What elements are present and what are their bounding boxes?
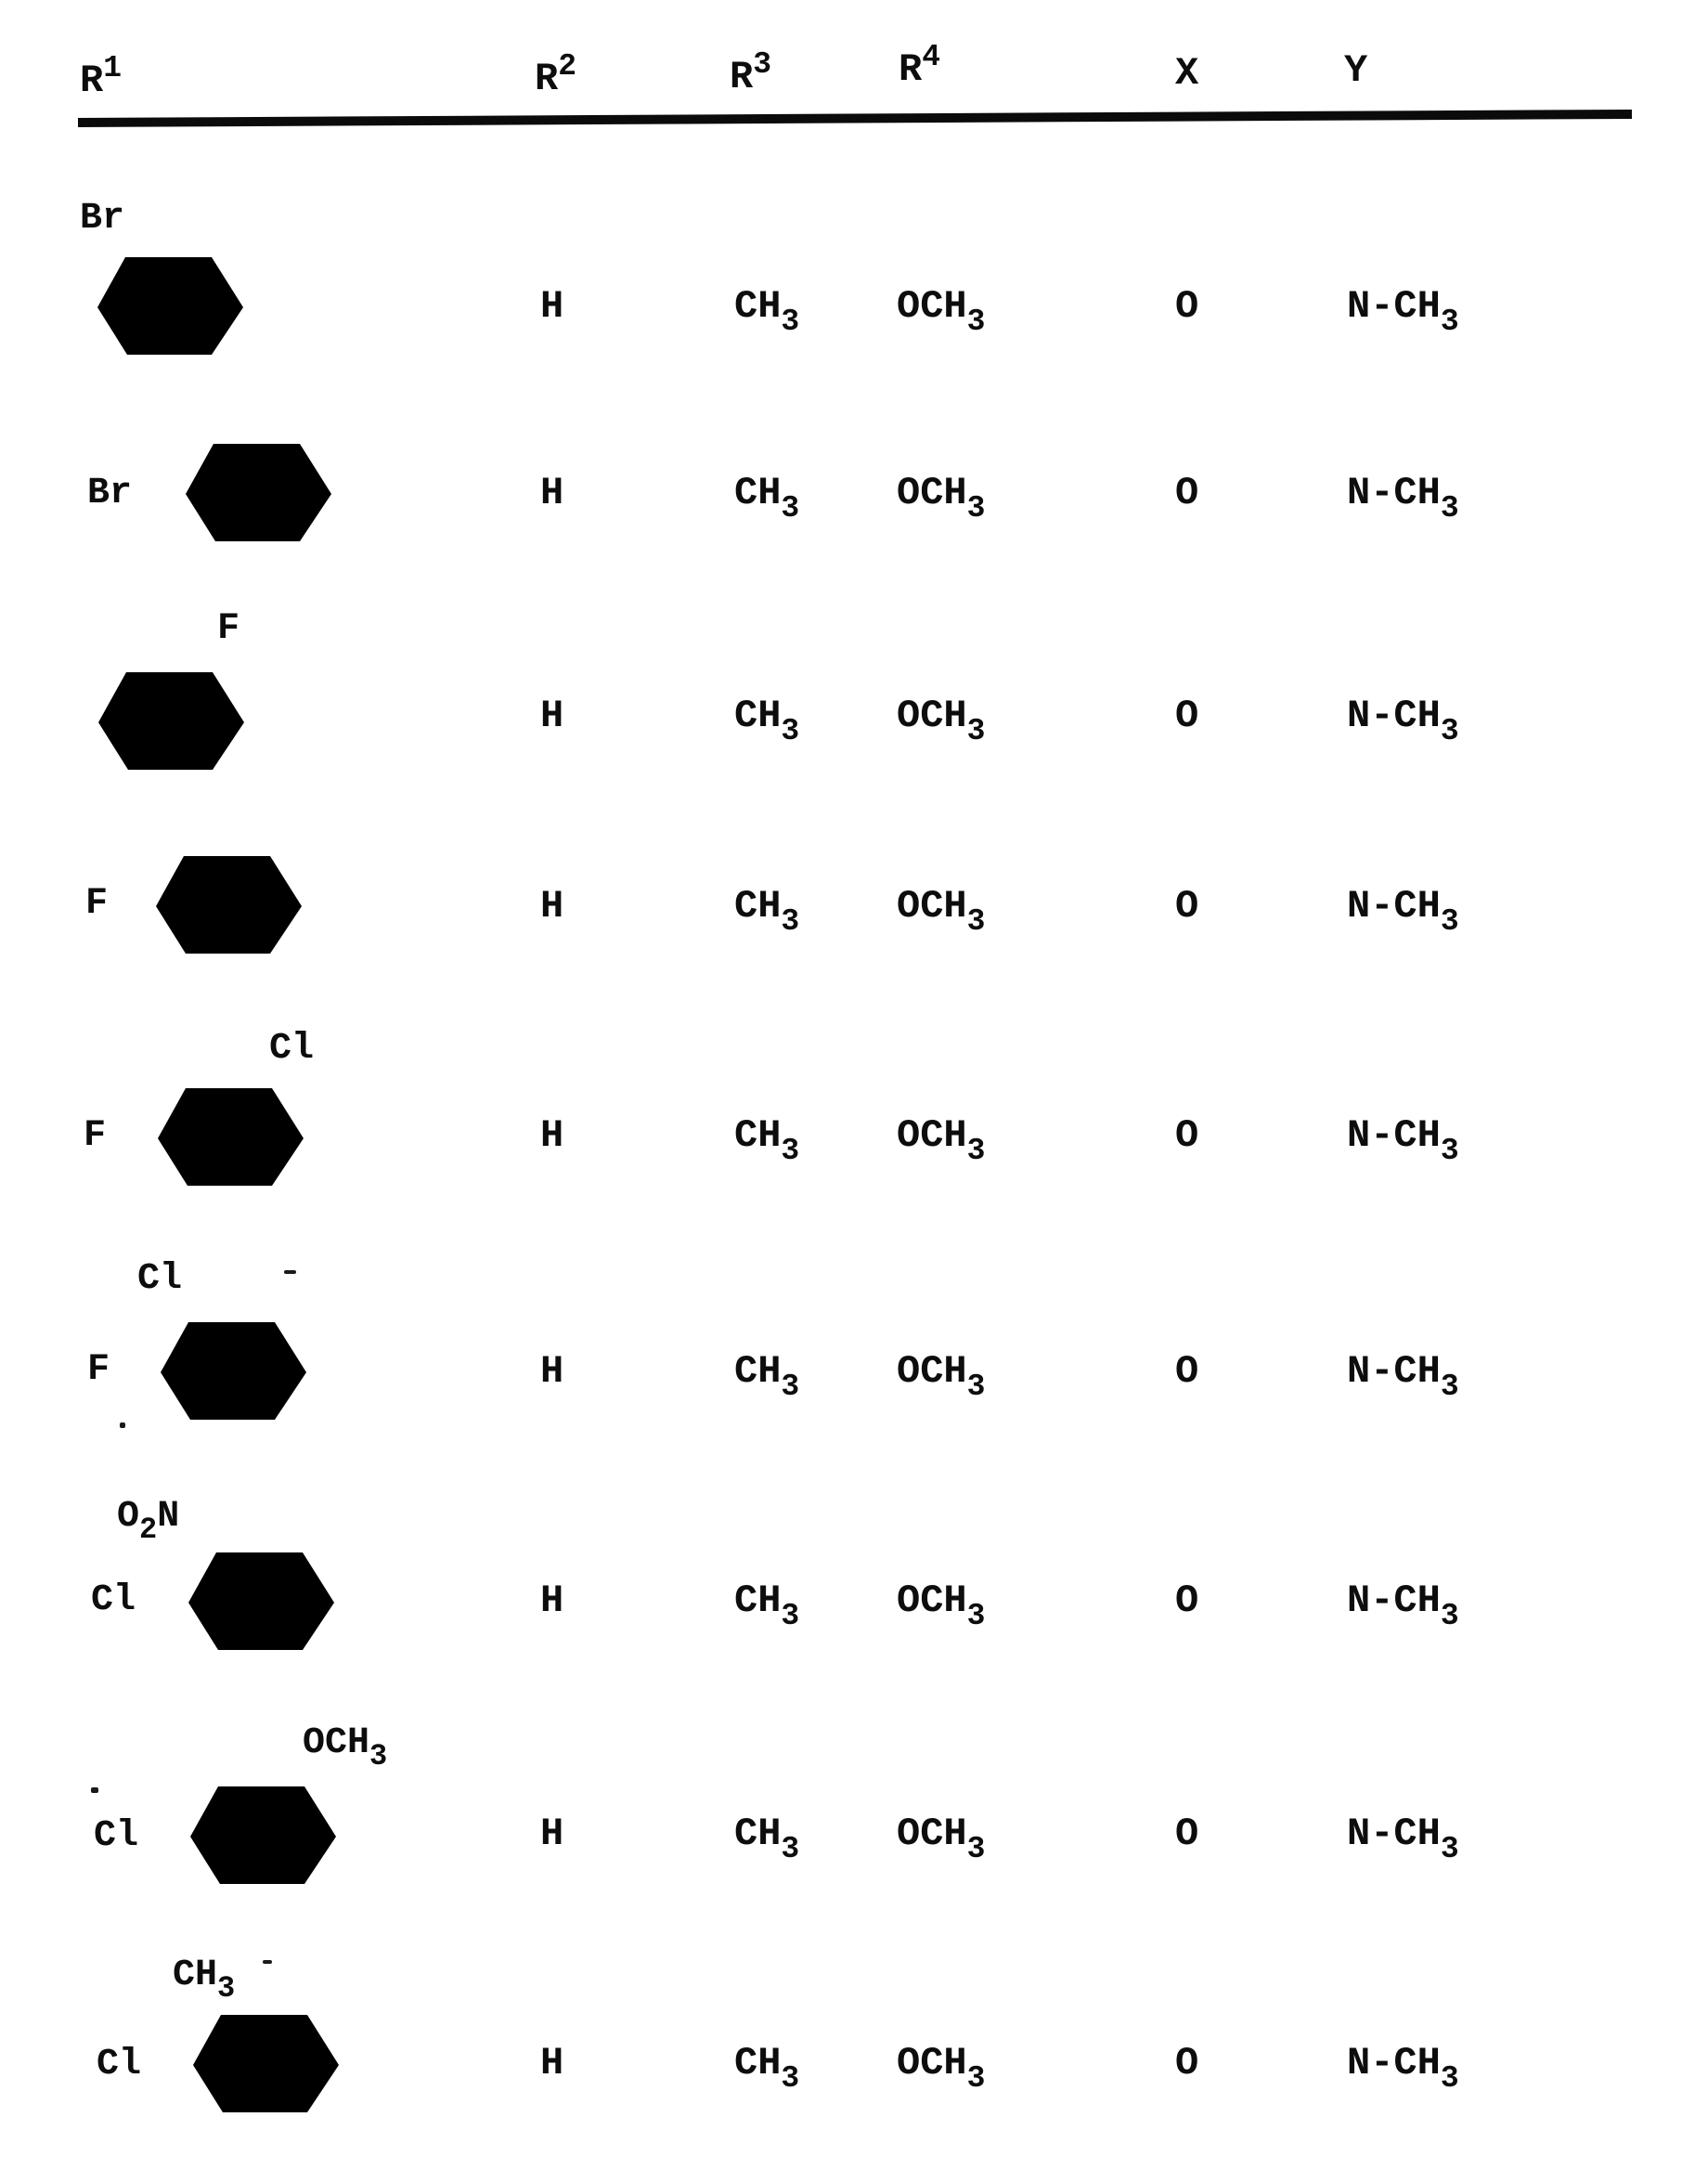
x-value: O [1175, 1349, 1199, 1394]
r4-value: $OCH_3$ [897, 694, 986, 748]
r3-value: $CH_3$ [734, 1113, 800, 1168]
scan-speck [91, 1787, 98, 1793]
r2-value: H [540, 694, 564, 738]
r2-value: H [540, 2041, 564, 2085]
y-value: $N-CH_3$ [1347, 1113, 1459, 1168]
y-value: $N-CH_3$ [1347, 284, 1459, 339]
scan-speck [120, 1422, 125, 1428]
substituent-label: Br [87, 473, 133, 514]
r4-value: $OCH_3$ [897, 2041, 986, 2096]
substituent-label: Cl [91, 1579, 136, 1621]
scan-speck [263, 1960, 272, 1964]
substituent-label: F [84, 1115, 107, 1157]
r4-value: $OCH_3$ [897, 1349, 986, 1404]
r3-value: $CH_3$ [734, 1812, 800, 1866]
x-value: O [1175, 1578, 1199, 1623]
column-header-r2: $R^2$ [535, 49, 577, 101]
r4-value: $OCH_3$ [897, 1578, 986, 1633]
scan-speck [284, 1270, 296, 1274]
r3-value: $CH_3$ [734, 1578, 800, 1633]
y-value: $N-CH_3$ [1347, 1349, 1459, 1404]
column-header-y: Y [1344, 48, 1368, 93]
substituent-label: $CH_3$ [173, 1955, 236, 2006]
substituent-label: F [87, 1349, 110, 1391]
r4-value: $OCH_3$ [897, 884, 986, 939]
r2-value: H [540, 1349, 564, 1394]
substituent-label: Br [80, 198, 125, 240]
r2-value: H [540, 884, 564, 929]
r2-value: H [540, 1113, 564, 1158]
substituent-label: Cl [137, 1258, 183, 1300]
r4-value: $OCH_3$ [897, 471, 986, 526]
column-header-r1: $R^1$ [80, 51, 123, 103]
x-value: O [1175, 694, 1199, 738]
r2-value: H [540, 1578, 564, 1623]
r2-value: H [540, 1812, 564, 1856]
x-value: O [1175, 884, 1199, 929]
r3-value: $CH_3$ [734, 1349, 800, 1404]
column-header-x: X [1175, 51, 1199, 96]
x-value: O [1175, 2041, 1199, 2085]
substituent-label: $O_2N$ [117, 1496, 180, 1547]
column-header-r3: $R^3$ [730, 47, 772, 99]
r4-value: $OCH_3$ [897, 1812, 986, 1866]
substituent-label: Cl [94, 1815, 139, 1857]
r3-value: $CH_3$ [734, 2041, 800, 2096]
benzene-ring-structure [105, 1280, 365, 1438]
x-value: O [1175, 471, 1199, 515]
x-value: O [1175, 1812, 1199, 1856]
header-rule [78, 110, 1632, 127]
r2-value: H [540, 284, 564, 329]
r3-value: $CH_3$ [734, 884, 800, 939]
benzene-ring-structure [43, 630, 303, 788]
substituent-label: $OCH_3$ [303, 1722, 388, 1773]
x-value: O [1175, 284, 1199, 329]
substituent-label: Cl [269, 1028, 315, 1070]
y-value: $N-CH_3$ [1347, 2041, 1459, 2096]
y-value: $N-CH_3$ [1347, 884, 1459, 939]
y-value: $N-CH_3$ [1347, 1578, 1459, 1633]
r2-value: H [540, 471, 564, 515]
substituent-label: F [85, 883, 109, 925]
r3-value: $CH_3$ [734, 471, 800, 526]
y-value: $N-CH_3$ [1347, 694, 1459, 748]
column-header-r4: $R^4$ [899, 40, 941, 92]
benzene-ring-structure [102, 1046, 362, 1204]
y-value: $N-CH_3$ [1347, 1812, 1459, 1866]
y-value: $N-CH_3$ [1347, 471, 1459, 526]
substituent-label: Cl [97, 2044, 142, 2085]
r4-value: $OCH_3$ [897, 284, 986, 339]
benzene-ring-structure [135, 1745, 395, 1903]
r3-value: $CH_3$ [734, 694, 800, 748]
x-value: O [1175, 1113, 1199, 1158]
benzene-ring-structure [100, 814, 360, 972]
substituent-label: F [217, 608, 240, 650]
r3-value: $CH_3$ [734, 284, 800, 339]
benzene-ring-structure [130, 402, 390, 560]
r4-value: $OCH_3$ [897, 1113, 986, 1168]
